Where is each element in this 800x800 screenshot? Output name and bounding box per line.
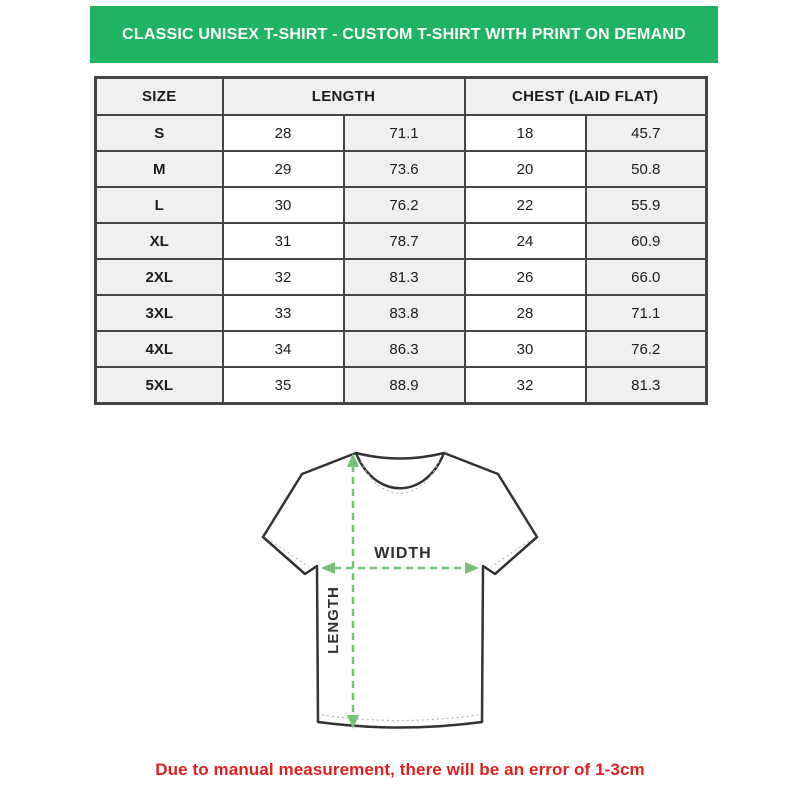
cell-length-in: 35 xyxy=(223,367,344,404)
cell-length-in: 32 xyxy=(223,259,344,295)
measurement-note: Due to manual measurement, there will be an error of 1-3cm xyxy=(155,760,645,779)
cell-chest-cm: 55.9 xyxy=(586,187,707,223)
cell-length-cm: 83.8 xyxy=(344,295,465,331)
cell-size: S xyxy=(96,115,223,151)
cell-size: L xyxy=(96,187,223,223)
cell-chest-in: 24 xyxy=(465,223,586,259)
cell-length-in: 28 xyxy=(223,115,344,151)
cell-length-cm: 71.1 xyxy=(344,115,465,151)
cell-chest-cm: 76.2 xyxy=(586,331,707,367)
cell-chest-cm: 45.7 xyxy=(586,115,707,151)
table-header-row xyxy=(96,78,707,116)
tshirt-diagram xyxy=(240,440,560,750)
table-row xyxy=(96,115,707,151)
cell-length-cm: 86.3 xyxy=(344,331,465,367)
cell-length-in: 33 xyxy=(223,295,344,331)
cell-length-cm: 76.2 xyxy=(344,187,465,223)
cell-chest-cm: 50.8 xyxy=(586,151,707,187)
width-label: WIDTH xyxy=(374,545,432,562)
table-row xyxy=(96,259,707,295)
cell-chest-in: 18 xyxy=(465,115,586,151)
page-title: CLASSIC UNISEX T-SHIRT - CUSTOM T-SHIRT WITH PRINT ON DEMAND xyxy=(122,25,686,43)
cell-length-in: 31 xyxy=(223,223,344,259)
cell-chest-in: 22 xyxy=(465,187,586,223)
cell-length-in: 30 xyxy=(223,187,344,223)
cell-size: 2XL xyxy=(96,259,223,295)
size-table xyxy=(94,76,708,405)
table-row xyxy=(96,223,707,259)
column-header-length: LENGTH xyxy=(223,78,465,116)
cell-size: 3XL xyxy=(96,295,223,331)
cell-chest-in: 30 xyxy=(465,331,586,367)
cell-length-in: 29 xyxy=(223,151,344,187)
cell-size: M xyxy=(96,151,223,187)
cell-chest-in: 26 xyxy=(465,259,586,295)
table-row xyxy=(96,295,707,331)
table-row xyxy=(96,151,707,187)
column-header-size: SIZE xyxy=(96,78,223,116)
cell-length-cm: 88.9 xyxy=(344,367,465,404)
column-header-chest: CHEST (LAID FLAT) xyxy=(465,78,707,116)
cell-size: XL xyxy=(96,223,223,259)
cell-chest-cm: 66.0 xyxy=(586,259,707,295)
table-row xyxy=(96,331,707,367)
cell-length-cm: 73.6 xyxy=(344,151,465,187)
cell-chest-cm: 71.1 xyxy=(586,295,707,331)
cell-size: 4XL xyxy=(96,331,223,367)
cell-chest-in: 20 xyxy=(465,151,586,187)
table-row xyxy=(96,367,707,404)
cell-chest-in: 28 xyxy=(465,295,586,331)
length-label: LENGTH xyxy=(325,586,342,654)
cell-length-cm: 81.3 xyxy=(344,259,465,295)
cell-chest-cm: 60.9 xyxy=(586,223,707,259)
cell-size: 5XL xyxy=(96,367,223,404)
tshirt-outline xyxy=(263,453,537,728)
header-banner xyxy=(90,6,718,63)
cell-chest-in: 32 xyxy=(465,367,586,404)
cell-length-cm: 78.7 xyxy=(344,223,465,259)
cell-length-in: 34 xyxy=(223,331,344,367)
table-row xyxy=(96,187,707,223)
cell-chest-cm: 81.3 xyxy=(586,367,707,404)
